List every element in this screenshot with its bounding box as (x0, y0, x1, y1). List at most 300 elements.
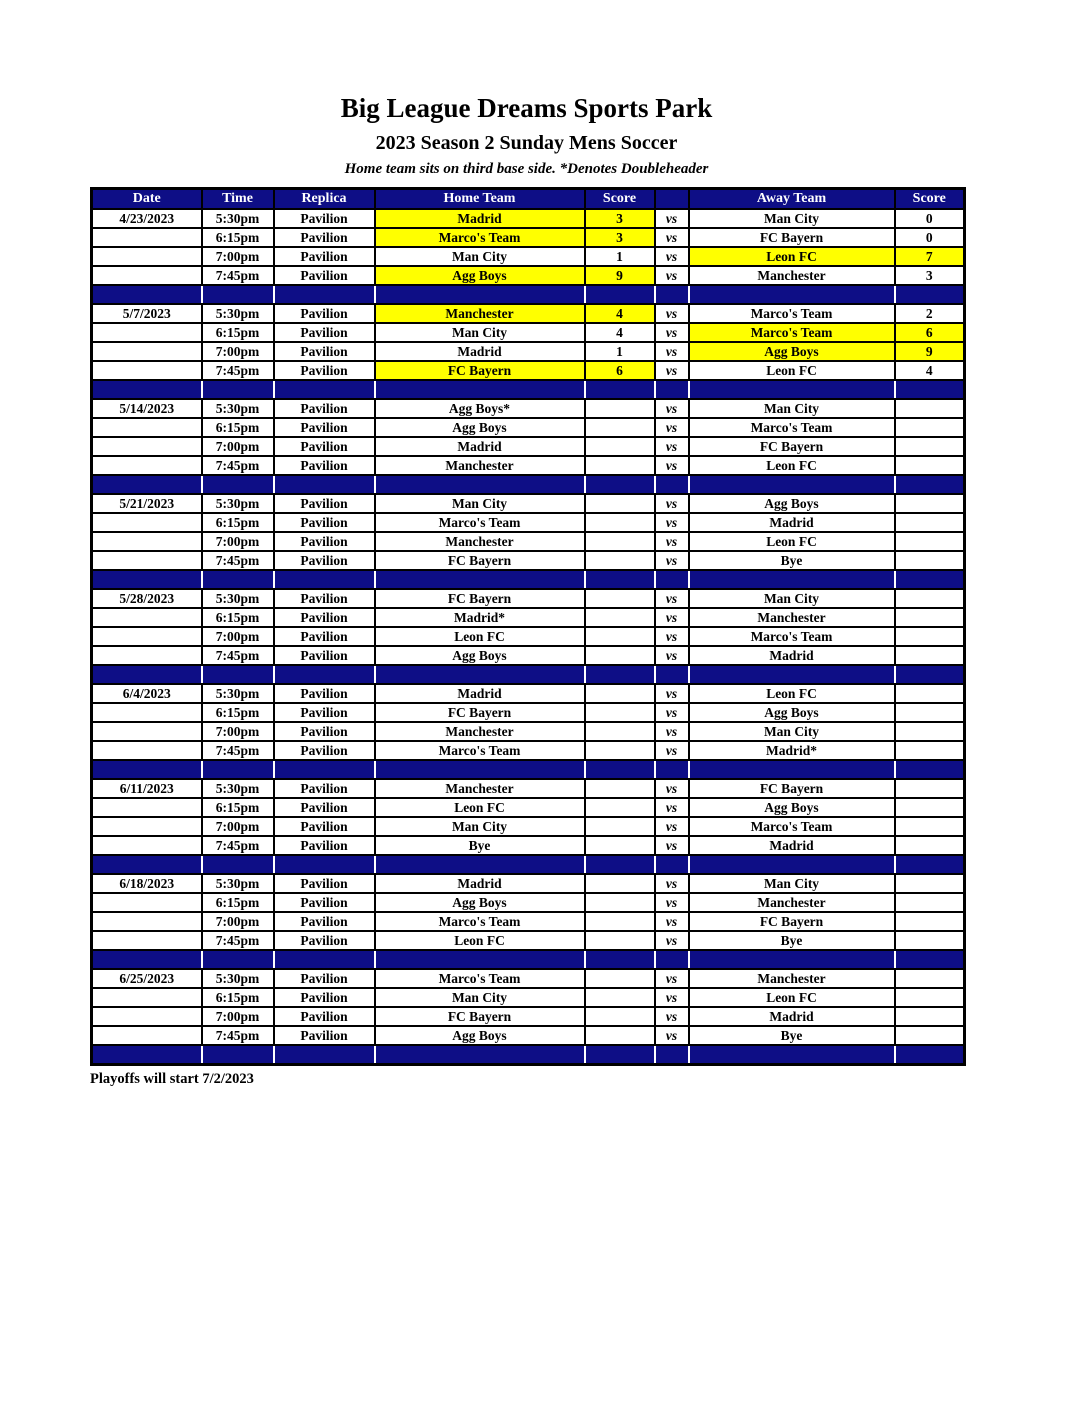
time-cell: 7:00pm (202, 817, 274, 836)
game-row (92, 874, 965, 893)
away-score-cell (895, 893, 965, 912)
time-cell: 7:00pm (202, 342, 274, 361)
home-score-cell (585, 684, 655, 703)
away-score-cell (895, 399, 965, 418)
replica-cell: Pavilion (274, 247, 375, 266)
home-team-cell: Marco's Team (375, 912, 585, 931)
separator-cell (655, 1045, 689, 1065)
home-score-cell (585, 836, 655, 855)
home-team-cell: Marco's Team (375, 741, 585, 760)
separator-row (92, 665, 965, 684)
away-team-cell: Madrid (689, 513, 895, 532)
separator-cell (655, 475, 689, 494)
replica-cell: Pavilion (274, 646, 375, 665)
away-score-cell (895, 931, 965, 950)
separator-cell (274, 570, 375, 589)
home-team-cell: Leon FC (375, 931, 585, 950)
replica-cell: Pavilion (274, 836, 375, 855)
home-team-cell: Manchester (375, 779, 585, 798)
time-cell: 6:15pm (202, 703, 274, 722)
separator-cell (92, 570, 202, 589)
home-team-cell: Agg Boys (375, 418, 585, 437)
header-row (92, 189, 965, 210)
away-team-cell: Agg Boys (689, 798, 895, 817)
replica-cell: Pavilion (274, 874, 375, 893)
schedule-note: Home team sits on third base side. *Denotes Doubleheader (344, 160, 709, 177)
separator-cell (274, 665, 375, 684)
time-cell: 7:00pm (202, 627, 274, 646)
separator-cell (274, 1045, 375, 1065)
separator-cell (92, 950, 202, 969)
time-cell: 7:45pm (202, 266, 274, 285)
replica-cell: Pavilion (274, 741, 375, 760)
separator-cell (895, 855, 965, 874)
away-score-cell (895, 703, 965, 722)
home-team-cell: Manchester (375, 304, 585, 323)
game-row (92, 532, 965, 551)
time-cell: 7:00pm (202, 1007, 274, 1026)
separator-cell (689, 1045, 895, 1065)
game-row (92, 627, 965, 646)
away-team-cell: Manchester (689, 608, 895, 627)
game-row (92, 323, 965, 342)
home-score-cell (585, 437, 655, 456)
game-row (92, 399, 965, 418)
home-team-cell: Madrid* (375, 608, 585, 627)
date-cell (92, 418, 202, 437)
separator-cell (689, 570, 895, 589)
away-team-cell: Man City (689, 722, 895, 741)
game-row (92, 722, 965, 741)
date-cell: 6/11/2023 (92, 779, 202, 798)
away-team-cell: Agg Boys (689, 342, 895, 361)
game-row (92, 513, 965, 532)
away-team-cell: Bye (689, 931, 895, 950)
date-cell: 5/21/2023 (92, 494, 202, 513)
vs-cell: vs (655, 646, 689, 665)
away-score-cell: 4 (895, 361, 965, 380)
date-cell: 5/14/2023 (92, 399, 202, 418)
away-score-cell (895, 988, 965, 1007)
replica-cell: Pavilion (274, 931, 375, 950)
time-cell: 5:30pm (202, 304, 274, 323)
replica-cell: Pavilion (274, 1026, 375, 1045)
date-cell (92, 247, 202, 266)
home-score-cell (585, 703, 655, 722)
away-team-cell: Leon FC (689, 684, 895, 703)
time-cell: 7:00pm (202, 247, 274, 266)
vs-cell: vs (655, 209, 689, 228)
replica-cell: Pavilion (274, 323, 375, 342)
separator-cell (895, 1045, 965, 1065)
replica-cell: Pavilion (274, 817, 375, 836)
header-home-score: Score (585, 189, 655, 210)
date-cell (92, 798, 202, 817)
time-cell: 5:30pm (202, 209, 274, 228)
separator-cell (375, 380, 585, 399)
game-row (92, 418, 965, 437)
footer-note: Playoffs will start 7/2/2023 (90, 1071, 254, 1088)
home-score-cell (585, 551, 655, 570)
time-cell: 7:45pm (202, 361, 274, 380)
game-row (92, 684, 965, 703)
time-cell: 6:15pm (202, 893, 274, 912)
date-cell: 6/25/2023 (92, 969, 202, 988)
replica-cell: Pavilion (274, 608, 375, 627)
vs-cell: vs (655, 323, 689, 342)
away-team-cell: Marco's Team (689, 323, 895, 342)
home-team-cell: Leon FC (375, 627, 585, 646)
time-cell: 7:45pm (202, 836, 274, 855)
replica-cell: Pavilion (274, 361, 375, 380)
replica-cell: Pavilion (274, 551, 375, 570)
vs-cell: vs (655, 532, 689, 551)
separator-cell (202, 950, 274, 969)
home-score-cell (585, 1026, 655, 1045)
separator-cell (585, 760, 655, 779)
replica-cell: Pavilion (274, 988, 375, 1007)
vs-cell: vs (655, 1026, 689, 1045)
separator-cell (689, 950, 895, 969)
time-cell: 5:30pm (202, 874, 274, 893)
replica-cell: Pavilion (274, 912, 375, 931)
separator-row (92, 855, 965, 874)
home-team-cell: Man City (375, 817, 585, 836)
home-team-cell: FC Bayern (375, 1007, 585, 1026)
vs-cell: vs (655, 589, 689, 608)
time-cell: 7:00pm (202, 722, 274, 741)
replica-cell: Pavilion (274, 779, 375, 798)
away-score-cell: 0 (895, 228, 965, 247)
date-cell (92, 722, 202, 741)
separator-cell (895, 950, 965, 969)
vs-cell: vs (655, 684, 689, 703)
vs-cell: vs (655, 912, 689, 931)
home-team-cell: Man City (375, 494, 585, 513)
game-row (92, 589, 965, 608)
separator-cell (274, 475, 375, 494)
separator-cell (92, 855, 202, 874)
header-away-score: Score (895, 189, 965, 210)
home-score-cell: 4 (585, 323, 655, 342)
header-away-team: Away Team (689, 189, 895, 210)
header-home-team: Home Team (375, 189, 585, 210)
date-cell (92, 836, 202, 855)
time-cell: 7:00pm (202, 912, 274, 931)
away-team-cell: Manchester (689, 266, 895, 285)
page-subtitle: 2023 Season 2 Sunday Mens Soccer (375, 131, 678, 154)
away-team-cell: Manchester (689, 969, 895, 988)
page-title: Big League Dreams Sports Park (340, 93, 713, 123)
away-score-cell (895, 627, 965, 646)
away-team-cell: FC Bayern (689, 437, 895, 456)
vs-cell: vs (655, 361, 689, 380)
home-score-cell (585, 1007, 655, 1026)
away-team-cell: Madrid (689, 646, 895, 665)
time-cell: 7:45pm (202, 741, 274, 760)
game-row (92, 798, 965, 817)
separator-cell (895, 760, 965, 779)
date-cell (92, 1026, 202, 1045)
game-row (92, 209, 965, 228)
home-score-cell: 3 (585, 228, 655, 247)
date-cell (92, 1007, 202, 1026)
separator-row (92, 285, 965, 304)
game-row (92, 247, 965, 266)
home-score-cell (585, 456, 655, 475)
home-team-cell: FC Bayern (375, 589, 585, 608)
time-cell: 5:30pm (202, 684, 274, 703)
replica-cell: Pavilion (274, 266, 375, 285)
time-cell: 5:30pm (202, 399, 274, 418)
home-team-cell: Madrid (375, 209, 585, 228)
date-cell (92, 817, 202, 836)
separator-row (92, 950, 965, 969)
away-score-cell (895, 551, 965, 570)
away-score-cell (895, 836, 965, 855)
schedule-table (90, 187, 966, 1066)
away-team-cell: Leon FC (689, 456, 895, 475)
away-team-cell: Marco's Team (689, 817, 895, 836)
vs-cell: vs (655, 1007, 689, 1026)
vs-cell: vs (655, 304, 689, 323)
time-cell: 5:30pm (202, 494, 274, 513)
away-score-cell (895, 874, 965, 893)
home-score-cell: 1 (585, 247, 655, 266)
separator-row (92, 760, 965, 779)
away-team-cell: Marco's Team (689, 304, 895, 323)
date-cell (92, 342, 202, 361)
separator-cell (375, 1045, 585, 1065)
separator-cell (274, 855, 375, 874)
away-score-cell: 0 (895, 209, 965, 228)
game-row (92, 608, 965, 627)
vs-cell: vs (655, 266, 689, 285)
home-score-cell (585, 798, 655, 817)
separator-cell (202, 570, 274, 589)
header-time: Time (202, 189, 274, 210)
separator-cell (895, 285, 965, 304)
home-team-cell: Agg Boys (375, 646, 585, 665)
home-team-cell: FC Bayern (375, 703, 585, 722)
separator-cell (689, 760, 895, 779)
away-team-cell: Bye (689, 1026, 895, 1045)
vs-cell: vs (655, 627, 689, 646)
home-team-cell: Madrid (375, 342, 585, 361)
date-cell (92, 513, 202, 532)
home-team-cell: Leon FC (375, 798, 585, 817)
replica-cell: Pavilion (274, 418, 375, 437)
away-score-cell (895, 608, 965, 627)
separator-cell (689, 285, 895, 304)
separator-cell (92, 285, 202, 304)
home-score-cell (585, 969, 655, 988)
date-cell (92, 912, 202, 931)
home-score-cell (585, 893, 655, 912)
separator-cell (655, 285, 689, 304)
separator-cell (895, 475, 965, 494)
separator-cell (375, 855, 585, 874)
away-team-cell: FC Bayern (689, 912, 895, 931)
game-row (92, 931, 965, 950)
replica-cell: Pavilion (274, 399, 375, 418)
separator-cell (585, 380, 655, 399)
date-cell (92, 323, 202, 342)
home-score-cell (585, 874, 655, 893)
home-team-cell: Man City (375, 988, 585, 1007)
replica-cell: Pavilion (274, 969, 375, 988)
date-cell (92, 437, 202, 456)
date-cell (92, 893, 202, 912)
away-team-cell: Agg Boys (689, 703, 895, 722)
separator-cell (375, 570, 585, 589)
away-score-cell: 9 (895, 342, 965, 361)
away-score-cell (895, 456, 965, 475)
vs-cell: vs (655, 456, 689, 475)
replica-cell: Pavilion (274, 703, 375, 722)
separator-cell (689, 665, 895, 684)
home-team-cell: Manchester (375, 456, 585, 475)
vs-cell: vs (655, 741, 689, 760)
away-score-cell (895, 589, 965, 608)
separator-cell (92, 475, 202, 494)
home-score-cell (585, 513, 655, 532)
time-cell: 6:15pm (202, 323, 274, 342)
home-team-cell: Marco's Team (375, 513, 585, 532)
header-replica: Replica (274, 189, 375, 210)
away-score-cell (895, 969, 965, 988)
away-score-cell (895, 513, 965, 532)
date-cell (92, 228, 202, 247)
home-score-cell: 4 (585, 304, 655, 323)
home-team-cell: Agg Boys (375, 266, 585, 285)
home-score-cell (585, 779, 655, 798)
away-score-cell (895, 646, 965, 665)
separator-cell (655, 380, 689, 399)
home-score-cell (585, 608, 655, 627)
vs-cell: vs (655, 342, 689, 361)
separator-cell (274, 950, 375, 969)
date-cell (92, 456, 202, 475)
away-score-cell: 2 (895, 304, 965, 323)
separator-cell (375, 760, 585, 779)
header-date: Date (92, 189, 202, 210)
date-cell (92, 931, 202, 950)
vs-cell: vs (655, 513, 689, 532)
separator-cell (895, 380, 965, 399)
game-row (92, 342, 965, 361)
separator-cell (375, 285, 585, 304)
game-row (92, 988, 965, 1007)
separator-cell (655, 665, 689, 684)
game-row (92, 817, 965, 836)
home-team-cell: Agg Boys (375, 893, 585, 912)
game-row (92, 741, 965, 760)
away-team-cell: Leon FC (689, 247, 895, 266)
home-score-cell: 9 (585, 266, 655, 285)
replica-cell: Pavilion (274, 1007, 375, 1026)
game-row (92, 551, 965, 570)
home-team-cell: FC Bayern (375, 361, 585, 380)
separator-cell (585, 950, 655, 969)
game-row (92, 1026, 965, 1045)
header-vs (655, 189, 689, 210)
separator-cell (585, 475, 655, 494)
away-team-cell: Marco's Team (689, 418, 895, 437)
away-team-cell: Bye (689, 551, 895, 570)
away-score-cell (895, 722, 965, 741)
game-row (92, 228, 965, 247)
time-cell: 5:30pm (202, 779, 274, 798)
date-cell (92, 532, 202, 551)
home-team-cell: Manchester (375, 532, 585, 551)
away-score-cell (895, 1026, 965, 1045)
separator-row (92, 475, 965, 494)
away-score-cell (895, 684, 965, 703)
separator-cell (274, 380, 375, 399)
game-row (92, 304, 965, 323)
vs-cell: vs (655, 817, 689, 836)
separator-cell (689, 475, 895, 494)
separator-cell (895, 570, 965, 589)
away-score-cell (895, 912, 965, 931)
time-cell: 6:15pm (202, 418, 274, 437)
replica-cell: Pavilion (274, 437, 375, 456)
time-cell: 7:45pm (202, 551, 274, 570)
away-score-cell (895, 817, 965, 836)
replica-cell: Pavilion (274, 209, 375, 228)
date-cell: 5/7/2023 (92, 304, 202, 323)
game-row (92, 456, 965, 475)
game-row (92, 969, 965, 988)
separator-cell (375, 950, 585, 969)
vs-cell: vs (655, 874, 689, 893)
separator-cell (895, 665, 965, 684)
time-cell: 5:30pm (202, 589, 274, 608)
away-score-cell (895, 779, 965, 798)
time-cell: 7:45pm (202, 1026, 274, 1045)
home-score-cell: 6 (585, 361, 655, 380)
separator-cell (202, 475, 274, 494)
replica-cell: Pavilion (274, 456, 375, 475)
game-row (92, 646, 965, 665)
time-cell: 7:00pm (202, 437, 274, 456)
time-cell: 6:15pm (202, 228, 274, 247)
vs-cell: vs (655, 988, 689, 1007)
game-row (92, 893, 965, 912)
replica-cell: Pavilion (274, 228, 375, 247)
home-team-cell: Bye (375, 836, 585, 855)
separator-cell (689, 855, 895, 874)
vs-cell: vs (655, 247, 689, 266)
vs-cell: vs (655, 969, 689, 988)
home-team-cell: Man City (375, 323, 585, 342)
date-cell: 6/4/2023 (92, 684, 202, 703)
separator-cell (655, 760, 689, 779)
away-team-cell: FC Bayern (689, 228, 895, 247)
date-cell (92, 266, 202, 285)
away-team-cell: Agg Boys (689, 494, 895, 513)
replica-cell: Pavilion (274, 684, 375, 703)
separator-cell (375, 665, 585, 684)
home-score-cell (585, 418, 655, 437)
vs-cell: vs (655, 494, 689, 513)
separator-cell (202, 380, 274, 399)
replica-cell: Pavilion (274, 893, 375, 912)
separator-cell (202, 665, 274, 684)
replica-cell: Pavilion (274, 798, 375, 817)
separator-cell (274, 760, 375, 779)
